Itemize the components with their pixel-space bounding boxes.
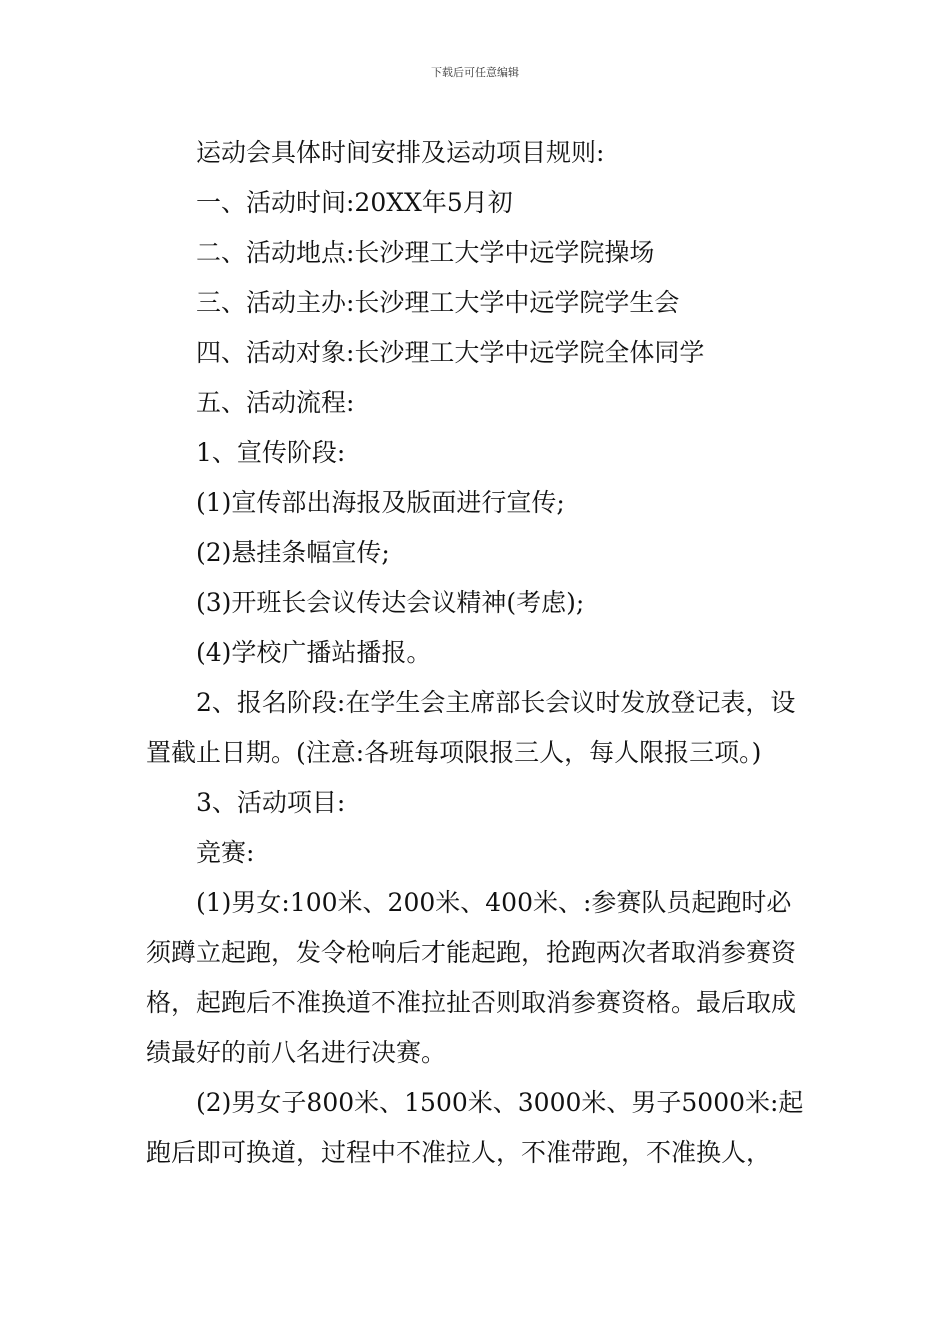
paragraph-publicity-item-2: (2)悬挂条幅宣传; — [196, 538, 390, 567]
paragraph-activity-process: 五、活动流程: — [196, 388, 355, 417]
paragraph-activity-location: 二、活动地点:长沙理工大学中远学院操场 — [196, 238, 655, 267]
paragraph-sprint-rules: (1)男女:100米、200米、400米、:参赛队员起跑时必须蹲立起跑，发令枪响后才能起跑，抢跑两次者取消参赛资格，起跑后不准换道不准拉扯否则取消参赛资格。最后取成绩最好的前八名进行决赛。 — [146, 888, 797, 1067]
page-header: 下载后可任意编辑 — [431, 66, 519, 79]
document-body — [146, 128, 808, 1178]
paragraph-publicity-stage: 1、宣传阶段: — [196, 438, 346, 467]
paragraph-publicity-item-3: (3)开班长会议传达会议精神(考虑); — [196, 588, 585, 617]
paragraph-activity-organizer: 三、活动主办:长沙理工大学中远学院学生会 — [196, 288, 680, 317]
paragraph-publicity-item-1: (1)宣传部出海报及版面进行宣传; — [196, 488, 565, 517]
paragraph-title: 运动会具体时间安排及运动项目规则: — [196, 138, 605, 167]
paragraph-activity-time: 一、活动时间:20XX年5月初 — [196, 188, 513, 217]
paragraph-competition: 竞赛: — [196, 838, 255, 867]
paragraph-registration-stage: 2、报名阶段:在学生会主席部长会议时发放登记表，设置截止日期。(注意:各班每项限报三人，每人限报三项。) — [146, 688, 796, 767]
paragraph-activity-audience: 四、活动对象:长沙理工大学中远学院全体同学 — [196, 338, 705, 367]
paragraph-publicity-item-4: (4)学校广播站播报。 — [196, 638, 432, 667]
paragraph-distance-rules: (2)男女子800米、1500米、3000米、男子5000米:起跑后即可换道，过程中不准拉人，不准带跑，不准换人， — [146, 1088, 804, 1167]
paragraph-activity-events: 3、活动项目: — [196, 788, 346, 817]
